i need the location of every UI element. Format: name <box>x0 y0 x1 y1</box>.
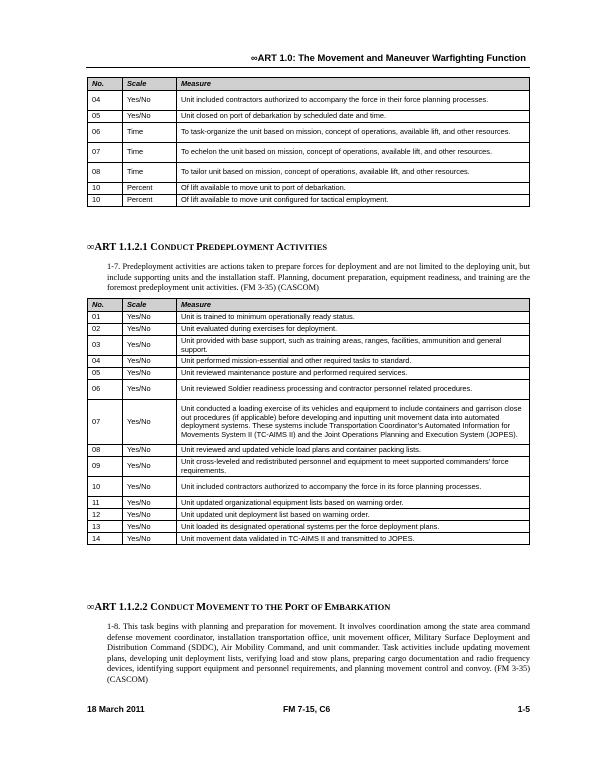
cell-measure: Unit loaded its designated operational systems per the force deployment plans. <box>177 521 530 533</box>
cell-measure: Unit included contractors authorized to accompany the force in their force planning processes. <box>177 91 530 111</box>
table-row <box>88 521 530 533</box>
cell-measure: Unit closed on port of debarkation by scheduled date and time. <box>177 111 530 123</box>
cell-scale: Time <box>123 163 177 183</box>
col-header-measure: Measure <box>177 78 530 91</box>
cell-no: 02 <box>88 324 123 336</box>
cell-no: 05 <box>88 111 123 123</box>
cell-measure: To task-organize the unit based on mission, concept of operations, available lift, and other resources. <box>177 123 530 143</box>
table-row <box>88 195 530 207</box>
cell-scale: Yes/No <box>123 356 177 368</box>
cell-scale: Yes/No <box>123 336 177 356</box>
table-row <box>88 533 530 545</box>
col-header-no: No. <box>88 78 123 91</box>
table-header-row <box>88 299 530 312</box>
cell-measure: Unit cross-leveled and redistributed personnel and equipment to meet supported commanders’ force requirements. <box>177 457 530 477</box>
table-row <box>88 123 530 143</box>
table-row <box>88 91 530 111</box>
table-row <box>88 356 530 368</box>
cell-scale: Yes/No <box>123 477 177 497</box>
cell-scale: Yes/No <box>123 400 177 445</box>
cell-scale: Yes/No <box>123 497 177 509</box>
cell-no: 10 <box>88 183 123 195</box>
cell-scale: Time <box>123 123 177 143</box>
cell-measure: Unit updated unit deployment list based on warning order. <box>177 509 530 521</box>
paragraph-1-8: 1-8. This task begins with planning and preparation for movement. It involves coordination among the state area command defense movement coordinator, installation transportation office, unit movement officer, Military Surface Deployment and Distribution Command (SDDC), Air Mobility Command, and unit commander. Task activities include updating movement plans, developing unit deployment lists, verifying load and stow plans, preparing cargo documentation and radio frequency devices, identifying support equipment and personnel requirements, and planning movement control and convoy. (FM 3-35) (CASCOM) <box>107 622 530 684</box>
measures-table-1 <box>87 77 530 207</box>
table-row <box>88 400 530 445</box>
cell-scale: Percent <box>123 195 177 207</box>
cell-scale: Yes/No <box>123 380 177 400</box>
cell-no: 01 <box>88 312 123 324</box>
table-row <box>88 183 530 195</box>
footer-date: 18 March 2011 <box>87 704 145 714</box>
cell-no: 12 <box>88 509 123 521</box>
table-row <box>88 497 530 509</box>
cell-scale: Yes/No <box>123 509 177 521</box>
table-row <box>88 368 530 380</box>
cell-measure: Unit conducted a loading exercise of its vehicles and equipment to include containers and garrison close out procedures (if applicable) before developing and inputting unit movement data into automated deployment systems. These systems include Transportation Coordinator’s Automated Information for Movements System II (TC-AIMS II) and the Joint Operations Planning and Execution System (JOPES). <box>177 400 530 445</box>
table-row <box>88 336 530 356</box>
footer-doc: FM 7-15, C6 <box>283 704 331 714</box>
cell-scale: Yes/No <box>123 368 177 380</box>
cell-scale: Yes/No <box>123 111 177 123</box>
col-header-scale: Scale <box>123 78 177 91</box>
table-row <box>88 380 530 400</box>
table-header-row <box>88 78 530 91</box>
header-rule <box>86 67 530 68</box>
cell-no: 13 <box>88 521 123 533</box>
table-row <box>88 163 530 183</box>
cell-measure: Of lift available to move unit to port of debarkation. <box>177 183 530 195</box>
table-row <box>88 445 530 457</box>
footer-page: 1-5 <box>517 704 530 714</box>
cell-measure: To echelon the unit based on mission, concept of operations, available lift, and other resources. <box>177 143 530 163</box>
cell-no: 03 <box>88 336 123 356</box>
section-heading-movement: ∞ART 1.1.2.2 CONDUCT MOVEMENT TO THE PORT OF EMBARKATION <box>87 602 391 613</box>
cell-no: 06 <box>88 123 123 143</box>
cell-scale: Yes/No <box>123 312 177 324</box>
cell-measure: Unit performed mission-essential and other required tasks to standard. <box>177 356 530 368</box>
cell-measure: Unit reviewed Soldier readiness processing and contractor personnel related procedures. <box>177 380 530 400</box>
cell-scale: Yes/No <box>123 445 177 457</box>
cell-no: 05 <box>88 368 123 380</box>
cell-scale: Yes/No <box>123 521 177 533</box>
section-heading-predeployment: ∞ART 1.1.2.1 CONDUCT PREDEPLOYMENT ACTIVITIES <box>87 242 327 253</box>
cell-no: 10 <box>88 195 123 207</box>
cell-measure: To tailor unit based on mission, concept of operations, available lift, and other resources. <box>177 163 530 183</box>
col-header-measure: Measure <box>177 299 530 312</box>
table-row <box>88 143 530 163</box>
cell-scale: Yes/No <box>123 91 177 111</box>
cell-no: 04 <box>88 91 123 111</box>
cell-scale: Yes/No <box>123 533 177 545</box>
cell-no: 07 <box>88 143 123 163</box>
cell-no: 04 <box>88 356 123 368</box>
cell-no: 14 <box>88 533 123 545</box>
cell-no: 09 <box>88 457 123 477</box>
cell-no: 11 <box>88 497 123 509</box>
cell-measure: Unit is trained to minimum operationally ready status. <box>177 312 530 324</box>
table-row <box>88 457 530 477</box>
cell-measure: Of lift available to move unit configured for tactical employment. <box>177 195 530 207</box>
cell-measure: Unit reviewed and updated vehicle load plans and container packing lists. <box>177 445 530 457</box>
cell-measure: Unit movement data validated in TC-AIMS II and transmitted to JOPES. <box>177 533 530 545</box>
cell-no: 07 <box>88 400 123 445</box>
cell-scale: Yes/No <box>123 324 177 336</box>
cell-no: 08 <box>88 163 123 183</box>
paragraph-1-7: 1-7. Predeployment activities are actions taken to prepare forces for deployment and are not limited to the deploying unit, but include supporting units and the installation staff. Planning, document preparation, equipment readiness, and training are the foremost predeployment unit activities. (FM 3-35) (CASCOM) <box>107 262 530 293</box>
table-row <box>88 312 530 324</box>
running-header: ∞ART 1.0: The Movement and Maneuver Warfighting Function <box>250 52 526 63</box>
cell-scale: Time <box>123 143 177 163</box>
col-header-scale: Scale <box>123 299 177 312</box>
table-row <box>88 477 530 497</box>
table-row <box>88 509 530 521</box>
cell-measure: Unit evaluated during exercises for deployment. <box>177 324 530 336</box>
cell-measure: Unit included contractors authorized to accompany the force in its force planning processes. <box>177 477 530 497</box>
cell-scale: Yes/No <box>123 457 177 477</box>
cell-measure: Unit reviewed maintenance posture and performed required services. <box>177 368 530 380</box>
measures-table-2 <box>87 298 530 545</box>
cell-measure: Unit updated organizational equipment lists based on warning order. <box>177 497 530 509</box>
cell-no: 10 <box>88 477 123 497</box>
cell-scale: Percent <box>123 183 177 195</box>
table-row <box>88 324 530 336</box>
cell-measure: Unit provided with base support, such as training areas, ranges, facilities, ammunition and general support. <box>177 336 530 356</box>
col-header-no: No. <box>88 299 123 312</box>
cell-no: 06 <box>88 380 123 400</box>
table-row <box>88 111 530 123</box>
cell-no: 08 <box>88 445 123 457</box>
